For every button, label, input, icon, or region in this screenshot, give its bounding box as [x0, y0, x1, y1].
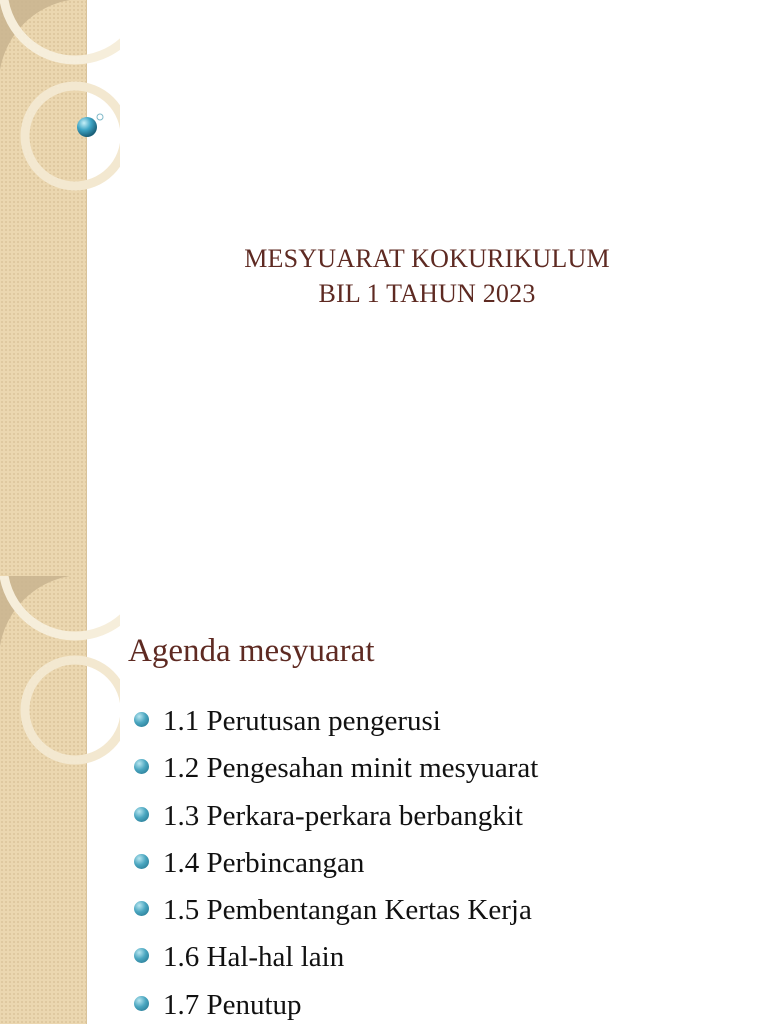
agenda-item: [132, 937, 538, 984]
agenda-item-label: 1.5 Pembentangan Kertas Kerja: [163, 894, 532, 927]
agenda-item: [132, 985, 538, 1024]
agenda-item: [132, 890, 538, 937]
title-line-1: MESYUARAT KOKURIKULUM: [244, 244, 610, 273]
agenda-item: [132, 701, 538, 748]
bullet-icon: [134, 759, 149, 774]
bullet-icon: [134, 854, 149, 869]
agenda-heading: Agenda mesyuarat: [128, 633, 375, 669]
agenda-item: [132, 748, 538, 795]
decorative-rings: [0, 0, 120, 240]
slide-title: [86, 241, 768, 311]
agenda-item-label: 1.7 Penutup: [163, 988, 302, 1021]
title-line-2: BIL 1 TAHUN 2023: [318, 279, 536, 308]
bullet-icon: [134, 996, 149, 1011]
agenda-item: [132, 843, 538, 890]
bullet-icon: [134, 712, 149, 727]
bullet-icon: [134, 901, 149, 916]
bullet-icon: [134, 948, 149, 963]
decorative-rings: [0, 576, 120, 796]
agenda-item-label: 1.4 Perbincangan: [163, 846, 365, 879]
blue-orb-icon: [77, 117, 97, 137]
bullet-icon: [134, 807, 149, 822]
agenda-item-label: 1.3 Perkara-perkara berbangkit: [163, 799, 523, 832]
agenda-item-label: 1.6 Hal-hal lain: [163, 941, 345, 974]
agenda-list: [132, 701, 538, 1024]
agenda-item-label: 1.1 Perutusan pengerusi: [163, 705, 441, 737]
small-ring-icon: [97, 114, 103, 120]
agenda-slide: [0, 576, 768, 1024]
agenda-item-label: 1.2 Pengesahan minit mesyuarat: [163, 752, 539, 785]
agenda-item: [132, 796, 538, 843]
